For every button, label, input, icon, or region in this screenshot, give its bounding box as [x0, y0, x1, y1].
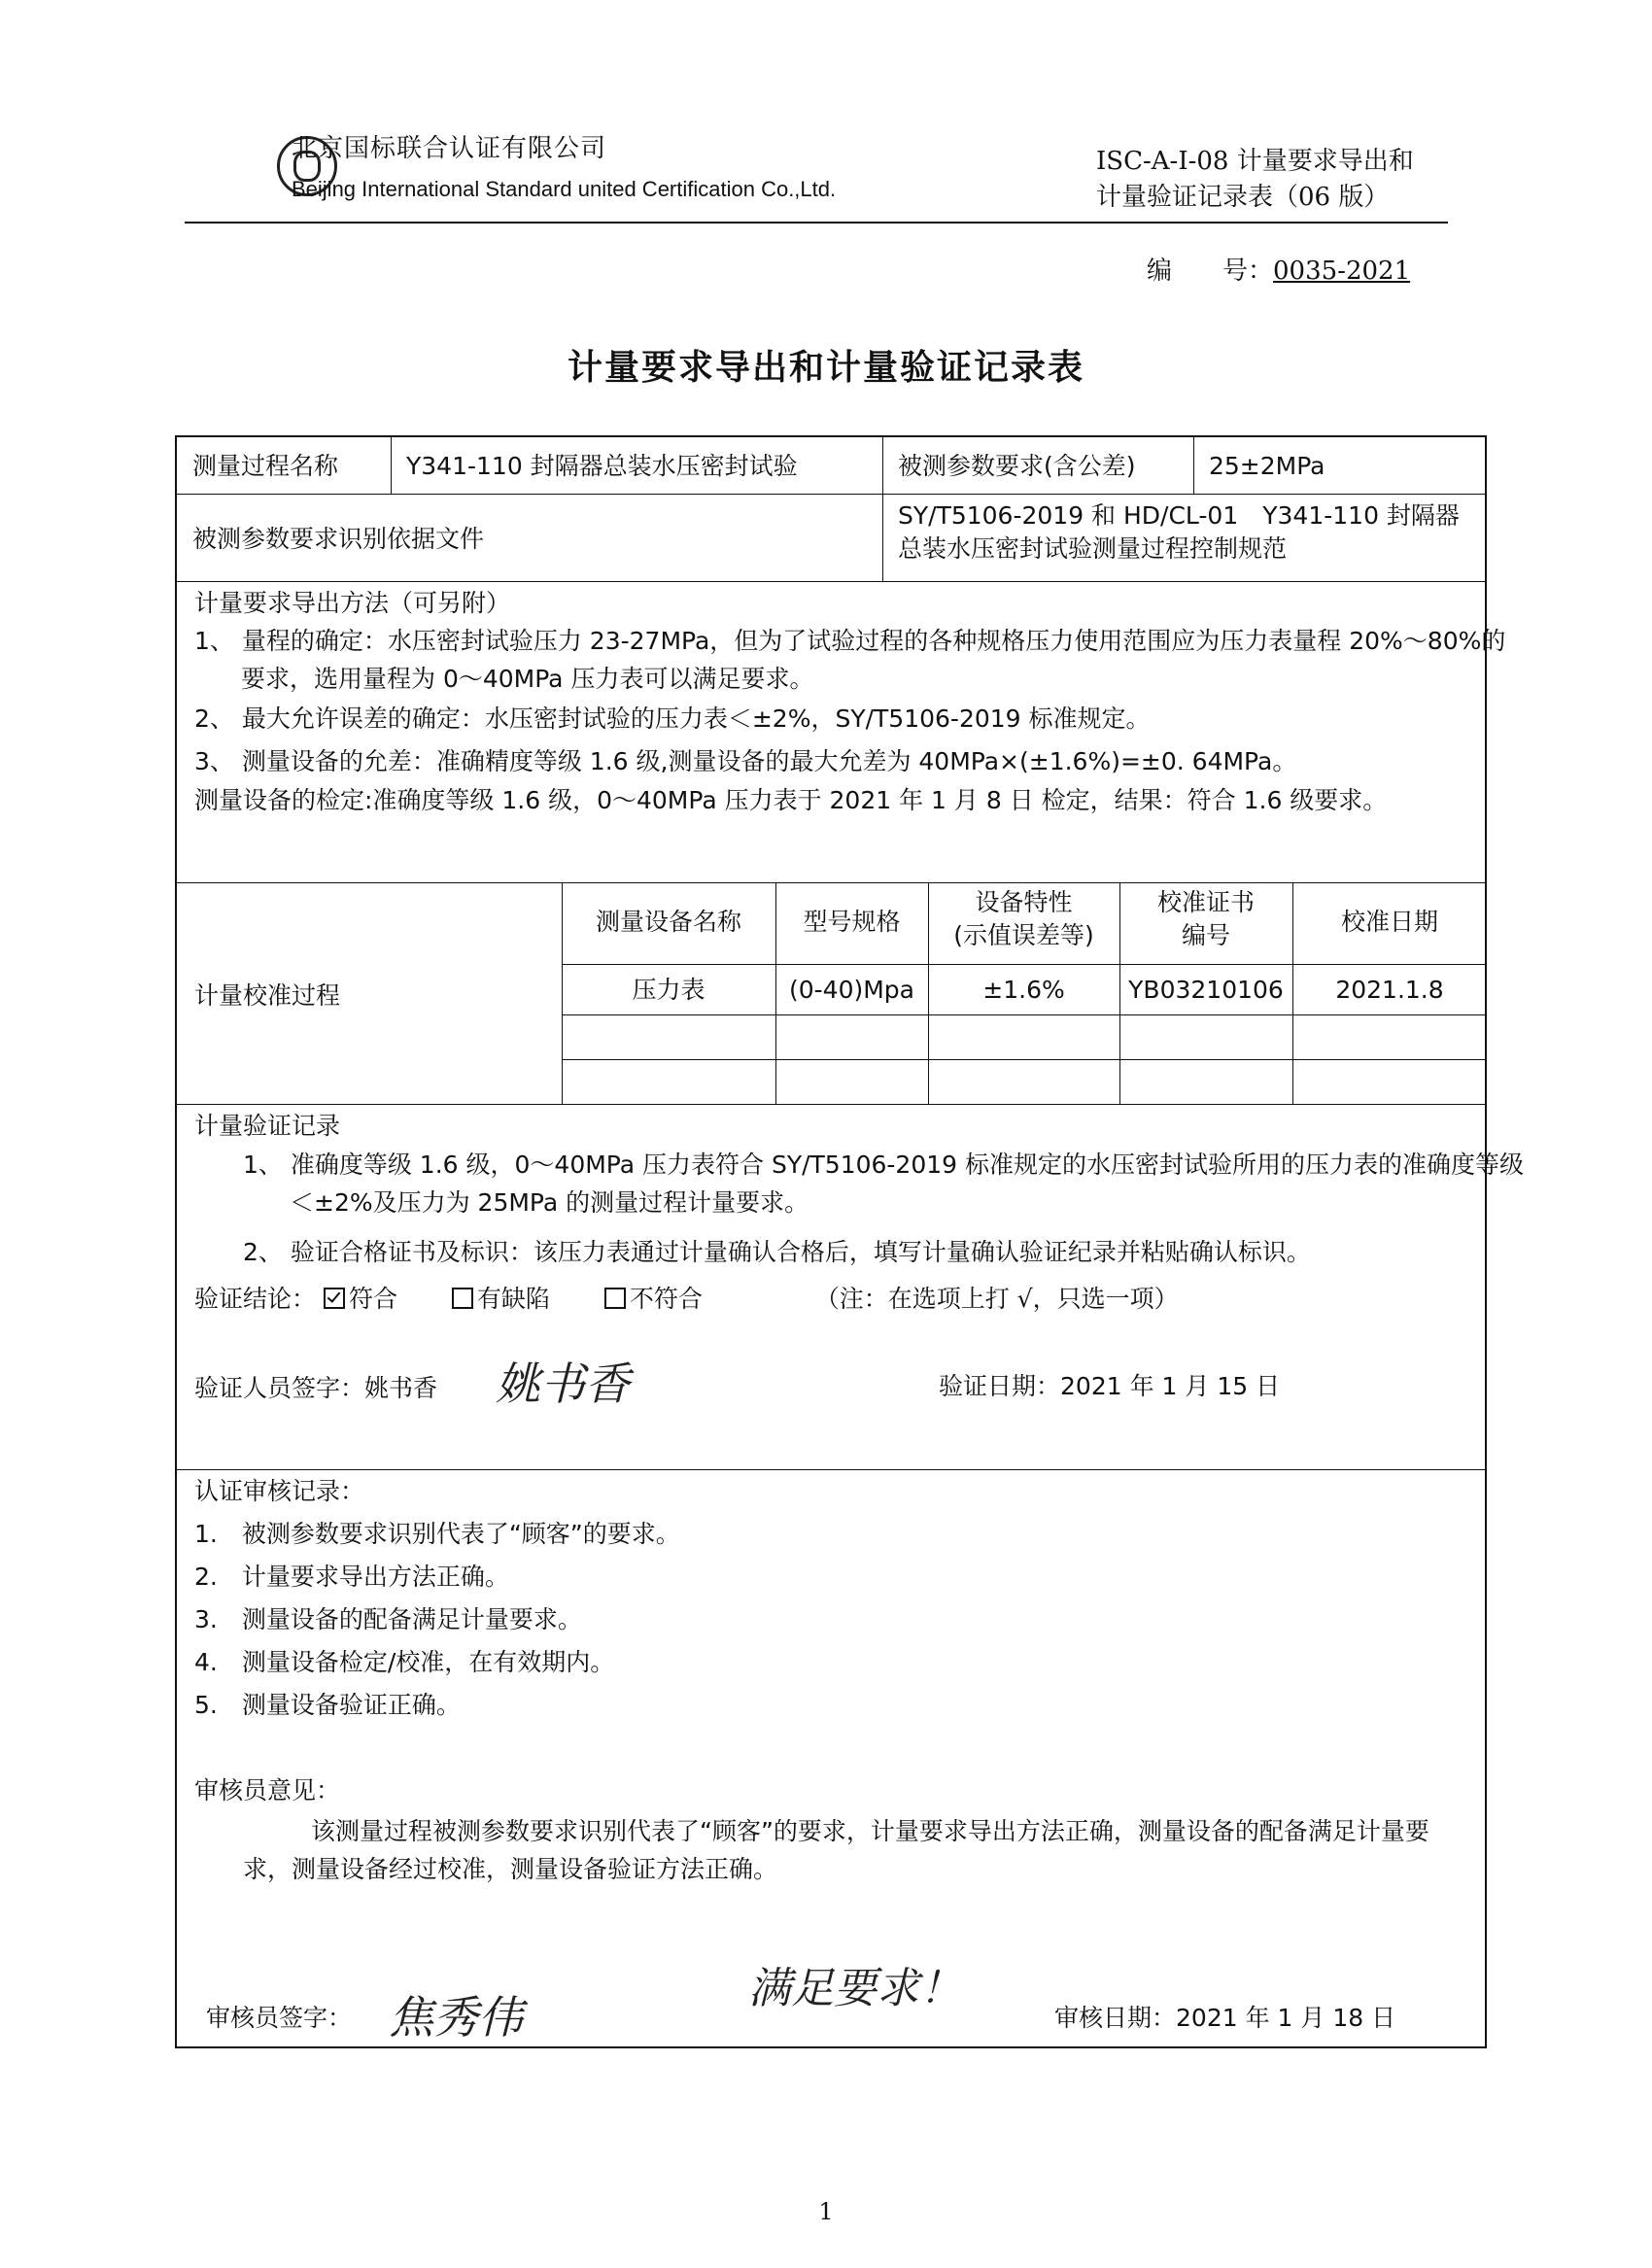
cal-row-divider — [562, 964, 1487, 965]
param-requirement-label: 被测参数要求(含公差) — [898, 452, 1136, 480]
audit-date-value: 2021 年 1 月 18 日 — [1176, 2004, 1396, 2032]
audit-item-1: 1. 被测参数要求识别代表了“顾客”的要求。 — [194, 1520, 680, 1548]
basis-doc-value: SY/T5106-2019 和 HD/CL-01 Y341-110 封隔器总装水压密封试验测量过程控制规范 — [898, 501, 1460, 563]
col-divider — [1193, 435, 1194, 494]
audit-item-5: 5. 测量设备验证正确。 — [194, 1691, 461, 1719]
audit-heading: 认证审核记录： — [194, 1477, 365, 1505]
audit-opinion-text: 该测量过程被测参数要求识别代表了“顾客”的要求，计量要求导出方法正确，测量设备的配备满足计量要求，测量设备经过校准，测量设备验证方法正确。 — [243, 1817, 1429, 1883]
company-name-en: Beijing International Standard united Certification Co.,Ltd. — [292, 177, 837, 201]
process-name-label: 测量过程名称 — [192, 452, 339, 480]
derivation-verify-text: 测量设备的检定:准确度等级 1.6 级，0～40MPa 压力表于 2021 年 1 月 8 日 检定，结果：符合 1.6 级要求。 — [194, 786, 1388, 814]
cal-header-characteristics: 设备特性 (示值误差等) — [953, 888, 1094, 949]
row-divider — [175, 1104, 1487, 1105]
cal-cell-date: 2021.1.8 — [1335, 976, 1444, 1004]
option-nonconform-label: 不符合 — [629, 1285, 703, 1313]
header-divider — [185, 222, 1448, 223]
auditor-signer-label: 审核员签字： — [206, 2004, 353, 2032]
document-number — [1147, 251, 1410, 287]
process-name-value: Y341-110 封隔器总装水压密封试验 — [406, 452, 798, 480]
audit-date — [1054, 2002, 1395, 2035]
option-conform-label: 符合 — [348, 1285, 397, 1313]
auditor-signature: 焦秀伟 — [389, 1991, 523, 2044]
page-title: 计量要求导出和计量验证记录表 — [567, 348, 1084, 388]
audit-item-2: 2. 计量要求导出方法正确。 — [194, 1563, 509, 1591]
verification-date — [939, 1370, 1280, 1403]
verification-signer — [194, 1370, 1477, 1408]
audit-opinion-heading: 审核员意见： — [194, 1776, 341, 1804]
auditor-handwritten-note: 满足要求！ — [748, 1964, 962, 2013]
param-requirement-value: 25±2MPa — [1209, 452, 1325, 480]
cal-cell-characteristics: ±1.6% — [982, 976, 1065, 1004]
option-defect-label: 有缺陷 — [476, 1285, 550, 1313]
calibration-label: 计量校准过程 — [194, 981, 341, 1010]
company-name-cn: 北京国标联合认证有限公司 — [292, 134, 607, 163]
cal-header-date: 校准日期 — [1340, 908, 1438, 936]
verifier-name: 姚书香 — [364, 1374, 438, 1402]
docno-label: 编 号： — [1147, 257, 1274, 286]
docno-value: 0035-2021 — [1273, 257, 1411, 286]
cal-header-device: 测量设备名称 — [595, 908, 741, 936]
cal-row-divider — [562, 1014, 1487, 1015]
option-nonconform-checkbox[interactable] — [604, 1288, 626, 1309]
conclusion-label: 验证结论： — [194, 1285, 317, 1313]
option-defect-checkbox[interactable] — [452, 1288, 473, 1309]
audit-date-label: 审核日期： — [1054, 2004, 1177, 2032]
derivation-item-1: 1、 量程的确定：水压密封试验压力 23-27MPa，但为了试验过程的各种规格压力使用范围应为压力表量程 20%～80%的要求，选用量程为 0～40MPa 压力表可以满足要求。 — [194, 627, 1506, 693]
conclusion-note: （注：在选项上打 √，只选一项） — [814, 1285, 1179, 1313]
cal-header-model: 型号规格 — [803, 908, 901, 936]
cal-row-divider — [562, 1059, 1487, 1060]
verification-item-2: 2、 验证合格证书及标识：该压力表通过计量确认合格后，填写计量确认验证纪录并粘贴确认标识。 — [243, 1238, 1311, 1266]
cal-header-cert-no: 校准证书 编号 — [1156, 888, 1255, 949]
verifier-label: 验证人员签字： — [194, 1374, 365, 1402]
derivation-heading: 计量要求导出方法（可另附） — [194, 589, 511, 617]
verification-item-1: 1、 准确度等级 1.6 级，0～40MPa 压力表符合 SY/T5106-2019 标准规定的水压密封试验所用的压力表的准确度等级＜±2%及压力为 25MPa 的测量过程计量要求。 — [243, 1151, 1525, 1217]
audit-item-3: 3. 测量设备的配备满足计量要求。 — [194, 1605, 582, 1633]
col-divider — [882, 435, 883, 581]
page-number: 1 — [818, 2198, 834, 2225]
basis-doc-label: 被测参数要求识别依据文件 — [192, 525, 485, 553]
row-divider — [175, 882, 1487, 883]
doc-code-line1: ISC-A-I-08 计量要求导出和 — [1096, 147, 1414, 176]
verification-date-value: 2021 年 1 月 15 日 — [1060, 1372, 1281, 1400]
verifier-signature: 姚书香 — [496, 1357, 630, 1410]
verification-conclusion — [194, 1281, 1477, 1319]
cal-cell-device: 压力表 — [632, 976, 706, 1004]
derivation-item-3: 3、 测量设备的允差：准确精度等级 1.6 级,测量设备的最大允差为 40MPa×(±1.6%)=±0. 64MPa。 — [194, 747, 1297, 775]
doc-code-line2: 计量验证记录表（06 版） — [1096, 183, 1390, 212]
audit-item-4: 4. 测量设备检定/校准，在有效期内。 — [194, 1648, 615, 1676]
option-conform-checkbox[interactable] — [324, 1288, 345, 1309]
col-divider — [391, 435, 392, 494]
row-divider — [175, 581, 1487, 582]
cal-cell-cert-no: YB03210106 — [1128, 976, 1284, 1004]
derivation-item-2: 2、 最大允许误差的确定：水压密封试验的压力表＜±2%，SY/T5106-2019 标准规定。 — [194, 704, 1151, 733]
cal-cell-model: (0-40)Mpa — [788, 976, 914, 1004]
verification-heading: 计量验证记录 — [194, 1112, 341, 1140]
row-divider — [175, 1469, 1487, 1470]
row-divider — [175, 494, 1487, 495]
verification-date-label: 验证日期： — [939, 1372, 1061, 1400]
